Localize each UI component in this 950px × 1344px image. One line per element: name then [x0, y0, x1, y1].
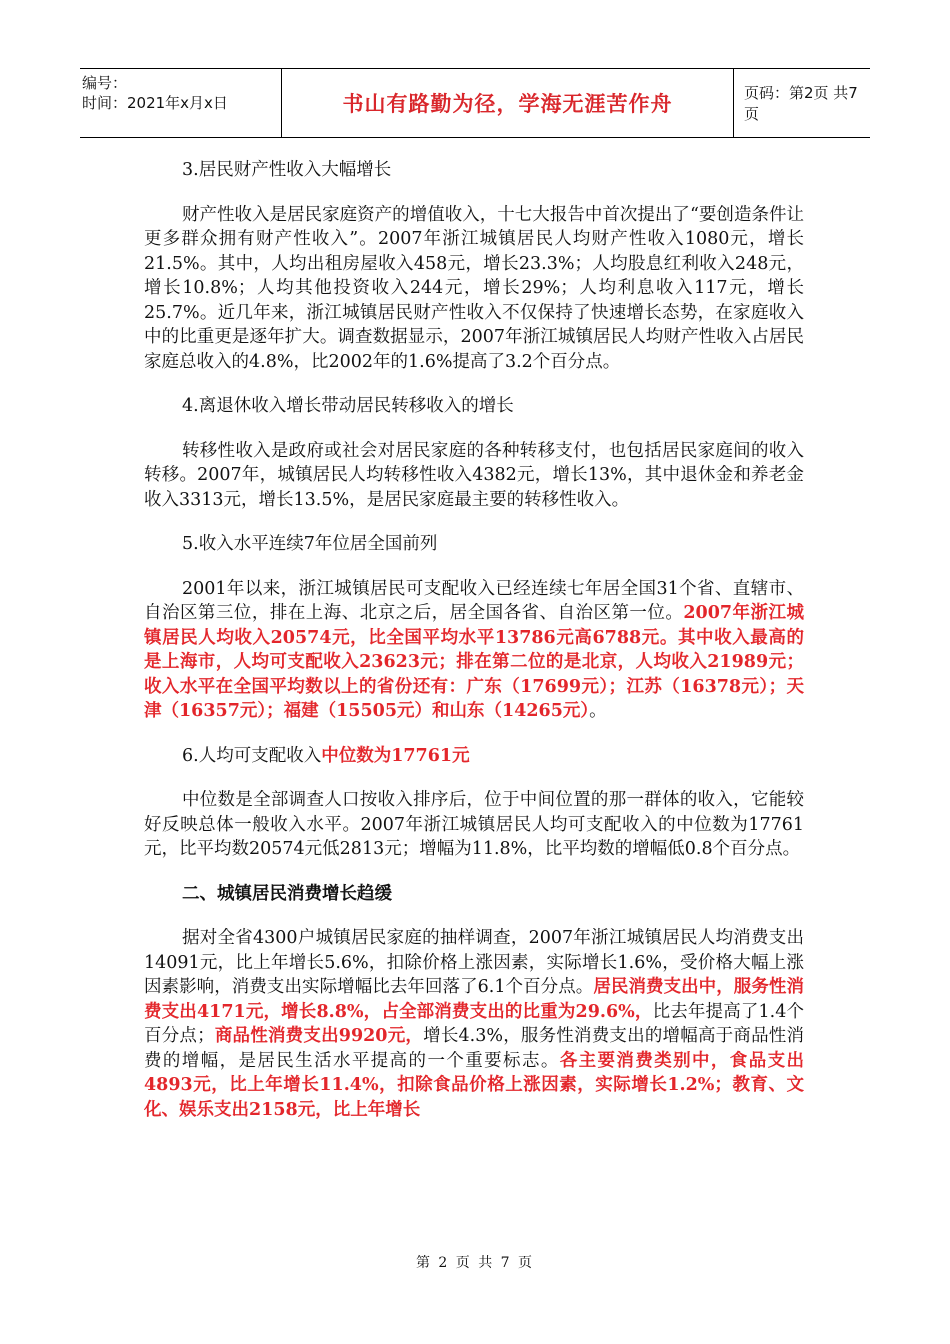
consumption-text-2: 比去年提高了1.4个百分点； — [144, 1001, 804, 1046]
header-motto: 书山有路勤为径，学海无涯苦作舟 — [282, 69, 734, 137]
consumption-text-1: 据对全省4300户城镇居民家庭的抽样调查，2007年浙江城镇居民人均消费支出14091元，比上年增长5.6%，扣除价格上涨因素，实际增长1.6%，受价格大幅上涨因素影响，消费支出实际增幅比去年回落了6.1个百分点。 — [144, 928, 804, 997]
section-5-end: 。 — [589, 701, 607, 721]
section-3-title: 3.居民财产性收入大幅增长 — [182, 160, 392, 180]
consumption-text-3: 增长4.3%，服务性消费支出的增幅高于商品性消费的增幅，是居民生活水平提高的一个重要标志。 — [144, 1026, 804, 1071]
section-5-paragraph — [144, 577, 804, 724]
chapter-2-title: 二、城镇居民消费增长趋缓 — [182, 883, 392, 904]
document-body — [144, 158, 804, 1142]
document-number: 编号： — [82, 74, 128, 92]
consumption-paragraph — [144, 926, 804, 1122]
consumption-highlight-2: 商品性消费支出9920元， — [214, 1026, 424, 1046]
section-5-title: 5.收入水平连续7年位居全国前列 — [182, 534, 438, 554]
consumption-highlight-3: 各主要消费类别中，食品支出4893元，比上年增长11.4%，扣除食品价格上涨因素，实际增长1.2%；教育、文化、娱乐支出2158元，比上年增长 — [144, 1050, 804, 1120]
page-header — [80, 68, 870, 138]
header-page-info: 页码：第2页 共7页 — [744, 84, 858, 123]
document-date: 时间：2021年x月x日 — [82, 94, 228, 112]
section-5-text: 2001年以来，浙江城镇居民可支配收入已经连续七年居全国31个省、直辖市、自治区第三位，排在上海、北京之后，居全国各省、自治区第一位。 — [144, 578, 804, 623]
page-footer: 第 2 页 共 7 页 — [415, 1255, 535, 1271]
section-3-paragraph: 财产性收入是居民家庭资产的增值收入，十七大报告中首次提出了“要创造条件让更多群众拥有财产性收入”。2007年浙江城镇居民人均财产性收入1080元，增长21.5%。其中，人均出租房屋收入458元，增长23.3%；人均股息红利收入248元，增长10.8%；人均其他投资收入244元，增长29%；人均利息收入117元，增长25.7%。近几年来，浙江城镇居民财产性收入不仅保持了快速增长态势，在家庭收入中的比重更是逐年扩大。调查数据显示，2007年浙江城镇居民人均财产性收入占居民家庭总收入的4.8%，比2002年的1.6%提高了3.2个百分点。 — [144, 204, 804, 372]
section-4-title: 4.离退休收入增长带动居民转移收入的增长 — [182, 396, 514, 416]
section-6-paragraph: 中位数是全部调查人口按收入排序后，位于中间位置的那一群体的收入，它能较好反映总体一般收入水平。2007年浙江城镇居民人均可支配收入的中位数为17761元，比平均数20574元低2813元；增幅为11.8%，比平均数的增幅低0.8个百分点。 — [144, 790, 804, 859]
section-4-paragraph: 转移性收入是政府或社会对居民家庭的各种转移支付，也包括居民家庭间的收入转移。2007年，城镇居民人均转移性收入4382元，增长13%，其中退休金和养老金收入3313元，增长13.5%，是居民家庭最主要的转移性收入。 — [144, 440, 804, 510]
section-6-title-text: 6.人均可支配收入 — [182, 745, 322, 766]
section-6-title-highlight: 中位数为17761元 — [321, 745, 470, 766]
section-5-highlight: 2007年浙江城镇居民人均收入20574元，比全国平均水平13786元高6788元。其中收入最高的是上海市，人均可支配收入23623元；排在第二位的是北京，人均收入21989元；收入水平在全国平均数以上的省份还有：广东（17699元）；江苏（16378元）；天津（16357元）；福建（15505元）和山东（14265元） — [144, 603, 804, 721]
section-6-title — [182, 744, 804, 769]
header-meta — [80, 69, 282, 137]
consumption-highlight-1: 居民消费支出中，服务性消费支出4171元，增长8.8%，占全部消费支出的比重为29.6%， — [144, 977, 804, 1022]
